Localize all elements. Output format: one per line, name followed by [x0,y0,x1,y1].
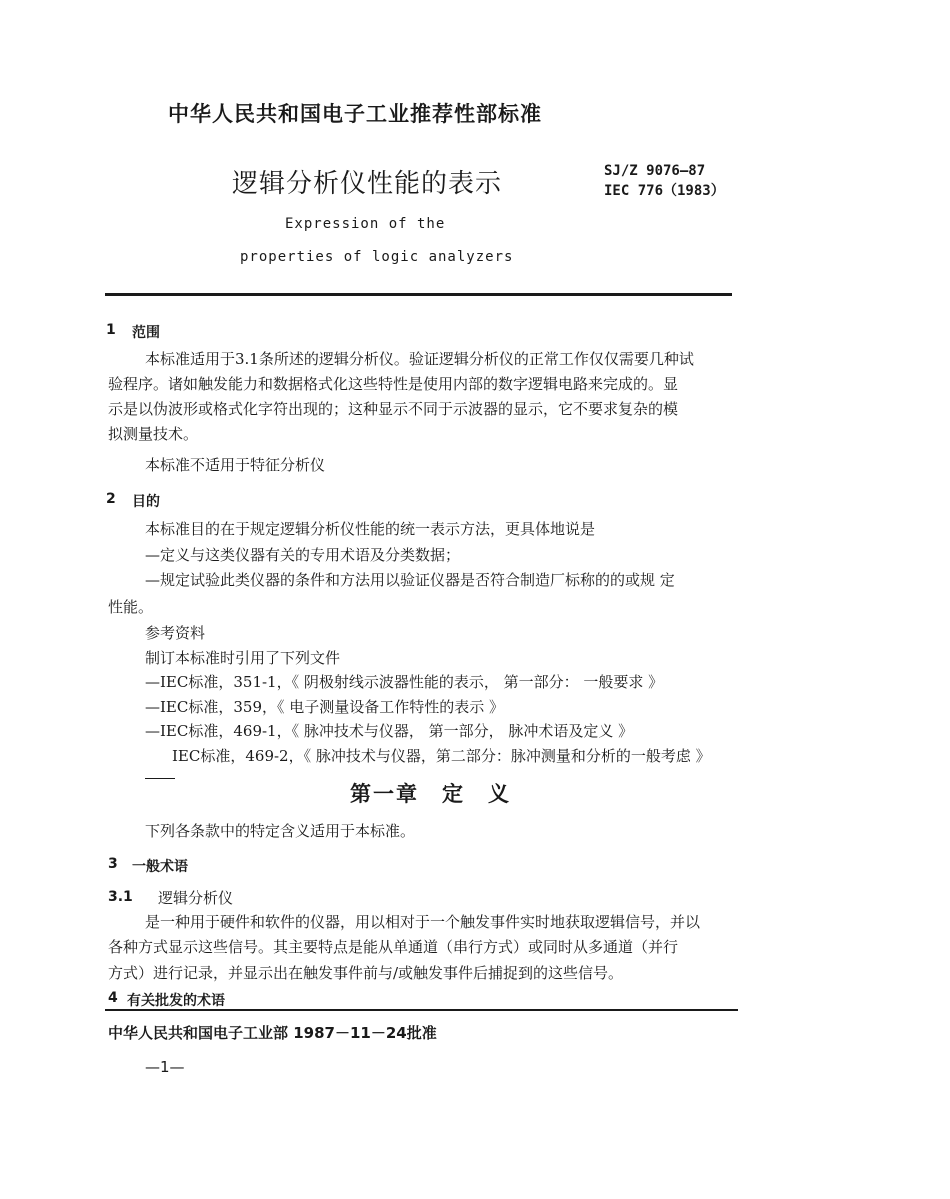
footer-rule [105,1009,738,1011]
leading-dash [145,778,175,779]
page-number: —1— [145,1058,185,1076]
section2-reference: —IEC标准，469-1，《 脉冲技术与仪器， 第一部分， 脉冲术语及定义 》 [145,722,634,740]
section2-line: —规定试验此类仪器的条件和方法用以验证仪器是否符合制造厂标称的的或规 定 [145,571,675,589]
section2-line: —定义与这类仪器有关的专用术语及分类数据； [145,546,461,564]
english-title-line2: properties of logic analyzers [240,249,514,265]
section3-sub-heading: 逻辑分析仪 [158,889,234,907]
section2-reference: —IEC标准，359，《 电子测量设备工作特性的表示 》 [145,698,505,716]
section2-line: 参考资料 [145,624,206,642]
section2-number: 2 [106,491,116,507]
section3-line: 方式）进行记录，并显示出在触发事件前与/或触发事件后捕捉到的这些信号。 [108,964,624,982]
section2-line: 制订本标准时引用了下列文件 [145,649,341,667]
section1-number: 1 [106,322,116,338]
section1-line: 验程序。诸如触发能力和数据格式化这些特性是使用内部的数字逻辑电路来完成的。显 [108,375,679,393]
section1-heading: 范围 [132,325,160,341]
section2-heading: 目的 [132,494,160,510]
section3-number: 3 [108,856,118,872]
iec-number: IEC 776（1983） [604,183,725,199]
english-title-line1: Expression of the [285,216,446,232]
section3-heading: 一般术语 [132,859,188,875]
section1-line: 本标准适用于3.1条所述的逻辑分析仪。验证逻辑分析仪的正常工作仅仅需要几种试 [145,350,694,368]
chapter-title: 第一章 定 义 [350,782,511,806]
section3-sub-number: 3.1 [108,889,133,905]
section3-line: 各种方式显示这些信号。其主要特点是能从单通道（串行方式）或同时从多通道（并行 [108,938,679,956]
header-rule [105,293,732,296]
section2-line: 性能。 [108,598,154,616]
document-title: 逻辑分析仪性能的表示 [232,169,503,199]
standard-number: SJ/Z 9076—87 [604,163,706,179]
approval-line: 中华人民共和国电子工业部 1987－11－24批准 [108,1024,437,1042]
section4-number: 4 [108,990,118,1006]
section4-heading: 有关批发的术语 [127,993,225,1009]
section1-line: 拟测量技术。 [108,425,199,443]
section2-line: 本标准目的在于规定逻辑分析仪性能的统一表示方法，更具体地说是 [145,520,596,538]
section1-line: 本标准不适用于特征分析仪 [145,456,326,474]
section1-line: 示是以伪波形或格式化字符出现的；这种显示不同于示波器的显示，它不要求复杂的模 [108,400,679,418]
section3-line: 是一种用于硬件和软件的仪器，用以相对于一个触发事件实时地获取逻辑信号，并以 [145,913,701,931]
chapter-intro: 下列各条款中的特定含义适用于本标准。 [145,822,416,840]
issuing-organization: 中华人民共和国电子工业推荐性部标准 [168,102,542,126]
section2-reference: IEC标准，469-2，《 脉冲技术与仪器，第二部分：脉冲测量和分析的一般考虑 》 [172,747,711,765]
section2-reference: —IEC标准，351-1，《 阴极射线示波器性能的表示， 第一部分： 一般要求 》 [145,673,664,691]
